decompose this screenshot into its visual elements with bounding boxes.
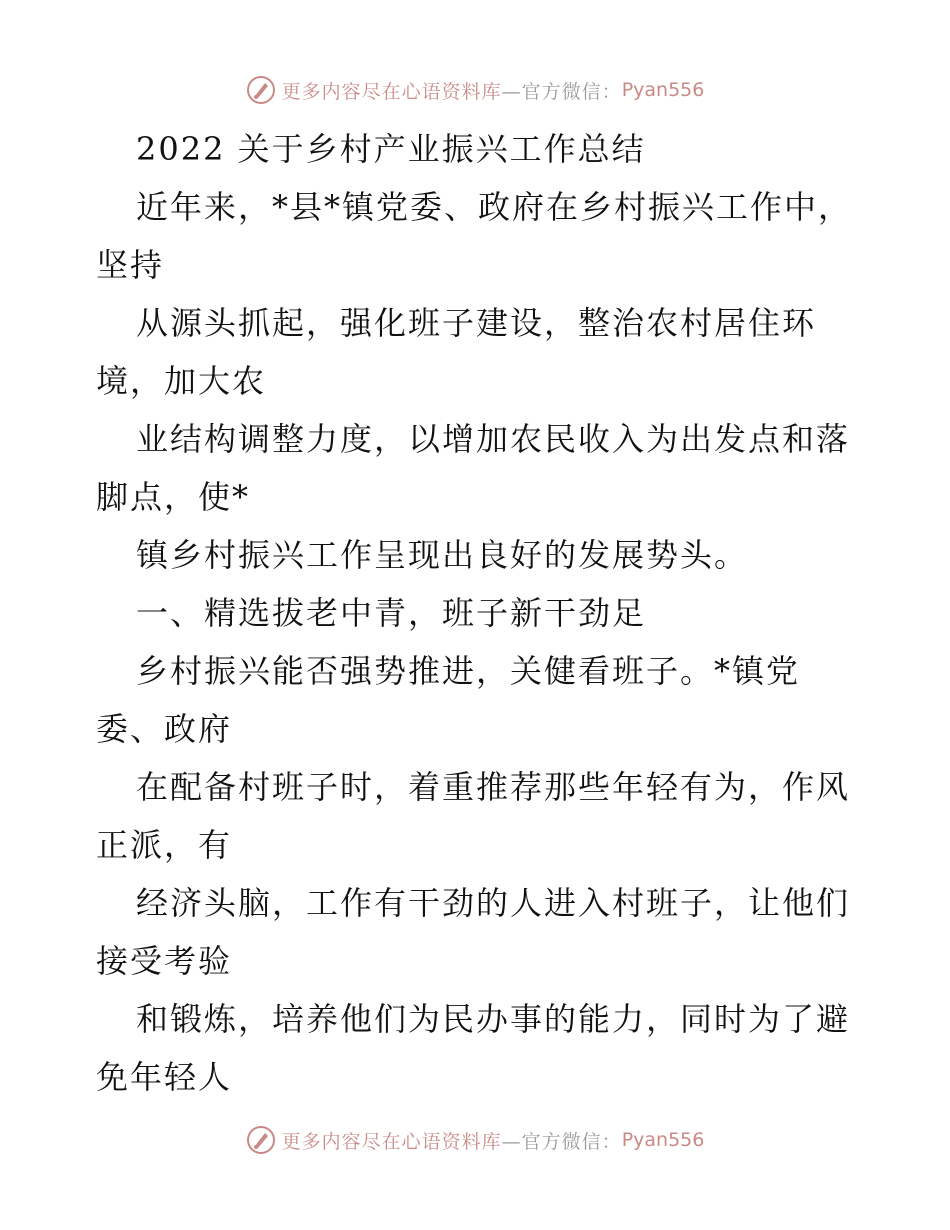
header-banner (0, 68, 950, 112)
banner-red-text: 更多内容尽在心语资料库 (281, 1130, 502, 1153)
text-line: 从源头抓起，强化班子建设，整治农村居住环 (136, 304, 817, 342)
banner-red-text: 更多内容尽在心语资料库 (281, 80, 502, 103)
text-line: 乡村振兴能否强势推进，关健看班子。*镇党 (136, 652, 801, 690)
text-line: 境，加大农 (96, 362, 267, 400)
text-line: 委、政府 (96, 710, 233, 748)
banner-wechat-id: Pyan556 (621, 1129, 705, 1151)
footer-banner (0, 1118, 950, 1162)
text-line: 脚点，使* (96, 478, 251, 516)
text-line: 业结构调整力度，以增加农民收入为出发点和落 (136, 420, 851, 458)
document-title: 2022 关于乡村产业振兴工作总结 (136, 130, 646, 168)
pen-logo-icon (246, 1125, 276, 1155)
banner-grey-text: —官方微信： (501, 1130, 622, 1153)
text-line: 免年轻人 (96, 1058, 233, 1096)
text-line: 近年来，*县*镇党委、政府在乡村振兴工作中， (136, 188, 853, 226)
text-line: 坚持 (96, 246, 165, 284)
banner-wechat-id: Pyan556 (621, 79, 705, 101)
text-line: 一、精选拔老中青，班子新干劲足 (136, 594, 647, 632)
text-line: 镇乡村振兴工作呈现出良好的发展势头。 (136, 536, 749, 574)
document-body (96, 120, 866, 1106)
pen-logo-icon (246, 75, 276, 105)
text-line: 和锻炼，培养他们为民办事的能力，同时为了避 (136, 1000, 851, 1038)
banner-grey-text: —官方微信： (501, 80, 622, 103)
text-line: 接受考验 (96, 942, 233, 980)
text-line: 正派，有 (96, 826, 233, 864)
text-line: 经济头脑，工作有干劲的人进入村班子，让他们 (136, 884, 851, 922)
text-line: 在配备村班子时，着重推荐那些年轻有为，作风 (136, 768, 851, 806)
